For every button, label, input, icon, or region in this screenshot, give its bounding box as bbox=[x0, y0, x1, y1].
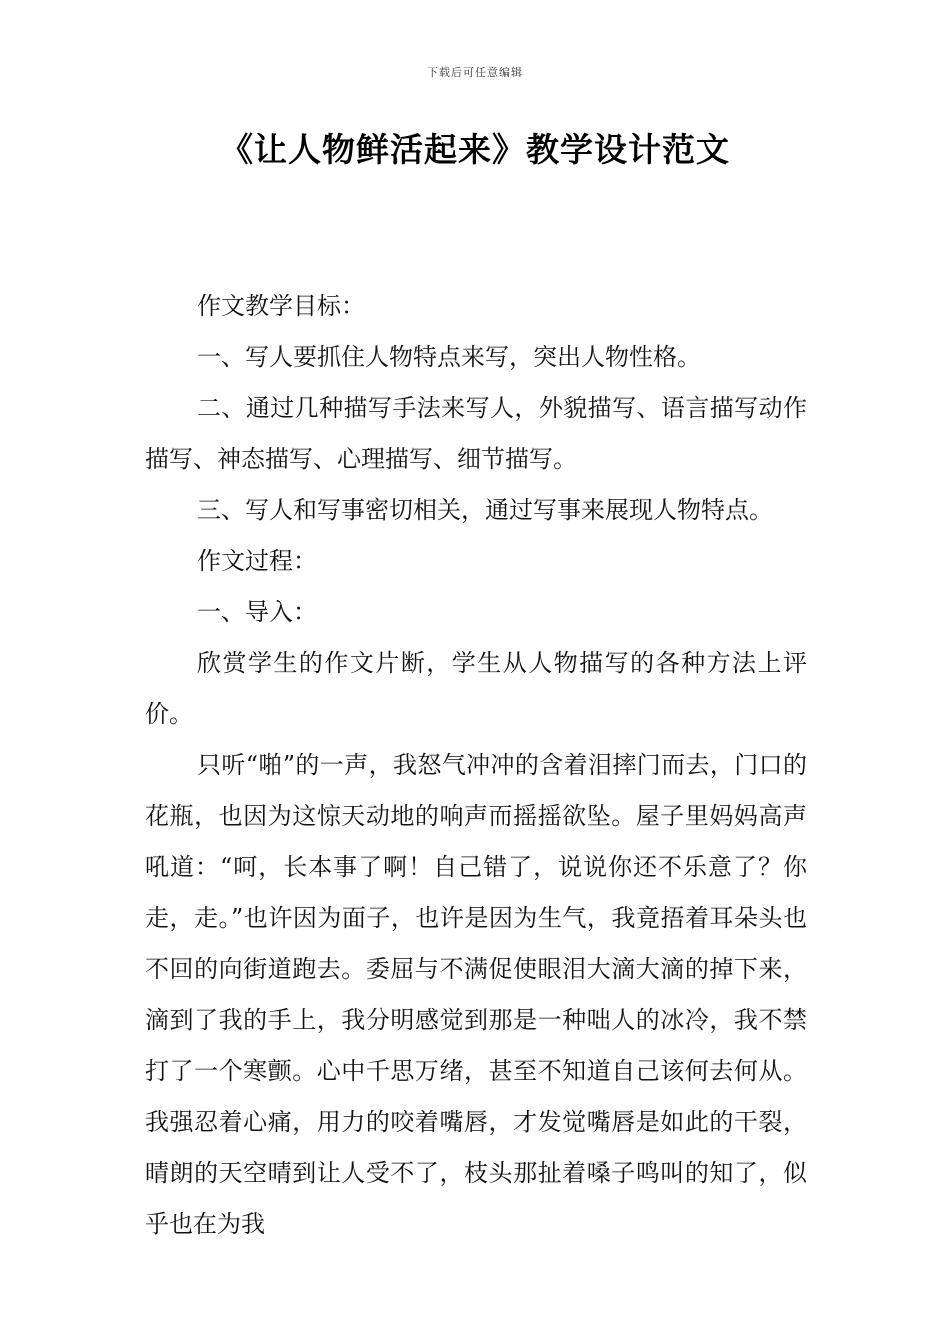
header-note: 下载后可任意编辑 bbox=[427, 66, 523, 79]
paragraph-process-heading: 作文过程： bbox=[197, 547, 317, 575]
paragraph-step-1: 一、导入： bbox=[197, 598, 317, 626]
paragraph-step-1-detail: 欣赏学生的作文片断，学生从人物描写的各种方法上评价。 bbox=[145, 649, 807, 728]
paragraph-goal-3: 三、写人和写事密切相关，通过写事来展现人物特点。 bbox=[197, 496, 773, 524]
paragraph-goal-1: 一、写人要抓住人物特点来写，突出人物性格。 bbox=[197, 343, 701, 371]
paragraph-goals-heading: 作文教学目标： bbox=[197, 292, 365, 320]
paragraph-sample-excerpt: 只听“啪”的一声，我怒气冲冲的含着泪摔门而去，门口的花瓶，也因为这惊天动地的响声而摇摇欲坠。屋子里妈妈高声吼道：“呵，长本事了啊！自己错了，说说你还不乐意了？你走，走。”也许因为面子，也许是因为生气，我竟捂着耳朵头也不回的向街道跑去。委屈与不满促使眼泪大滴大滴的掉下来，滴到了我的手上，我分明感觉到那是一种咄人的冰冷，我不禁打了一个寒颤。心中千思万绪，甚至不知道自己该何去何从。我强忍着心痛，用力的咬着嘴唇，才发觉嘴唇是如此的干裂，晴朗的天空晴到让人受不了，枝头那扯着嗓子鸣叫的知了，似乎也在为我 bbox=[145, 751, 807, 1238]
document-body bbox=[145, 281, 807, 1250]
paragraph-goal-2: 二、通过几种描写手法来写人，外貌描写、语言描写动作描写、神态描写、心理描写、细节描写。 bbox=[145, 394, 807, 473]
document-title: 《让人物鲜活起来》教学设计范文 bbox=[220, 130, 730, 169]
